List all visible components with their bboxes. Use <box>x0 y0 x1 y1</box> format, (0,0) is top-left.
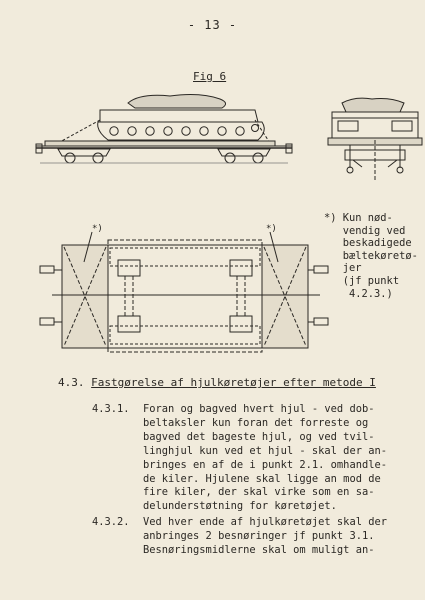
paragraph-text: Foran og bagved hvert hjul - ved dob- beltaksler kun foran det forreste og bagved det bageste hjul, og ved tvil- linghjul kun ved et hjul - skal der an- bringes en af de i punkt 2.1. omhandle- de kiler. Hjulene skal ligge an mod de fire kiler, der skal virke som en sa- delunderstøtning for køretøjet. <box>143 403 387 513</box>
section-title: Fastgørelse af hjulkøretøjer efter metode I <box>91 376 376 389</box>
figure-title: Fig 6 <box>193 70 227 83</box>
paragraph-text: Ved hver ende af hjulkøretøjet skal der anbringes 2 besnøringer jf punkt 3.1. Besnøringsmidlerne skal om muligt an- <box>143 516 387 556</box>
marker-left: *) <box>92 224 103 234</box>
paragraph-number: 4.3.2. <box>92 516 130 528</box>
top-view-wagon <box>40 224 328 352</box>
marker-right: *) <box>266 224 277 234</box>
section-number: 4.3. <box>58 376 85 389</box>
side-view-wagon <box>36 95 292 163</box>
section-heading <box>58 376 376 389</box>
page-number: - 13 - <box>187 18 238 32</box>
end-view-wagon <box>328 98 422 182</box>
figure-footnote: *) Kun nød- vendig ved beskadigede bæltekøretø- jer (jf punkt 4.2.3.) <box>324 212 418 300</box>
paragraph-number: 4.3.1. <box>92 403 130 415</box>
